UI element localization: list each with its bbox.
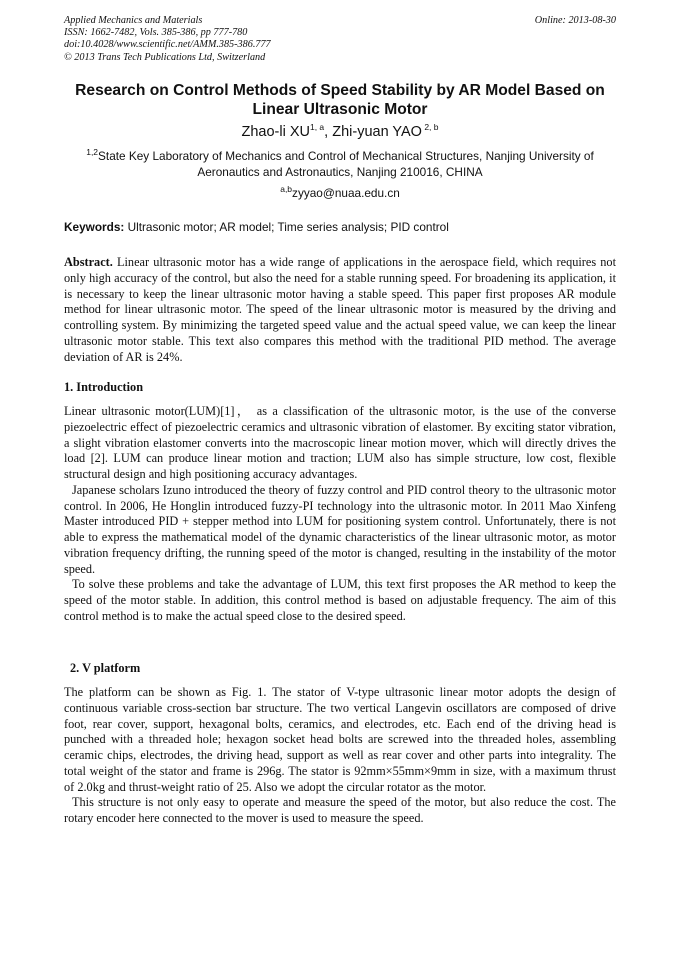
section-1-heading: 1. Introduction: [64, 380, 144, 394]
section-2-heading: 2. V platform: [70, 661, 141, 675]
author-1-name: Zhao-li XU: [241, 124, 310, 140]
email-address[interactable]: zyyao@nuaa.edu.cn: [292, 186, 400, 200]
email-line: [64, 186, 616, 201]
affiliation-mark: 1,2: [86, 147, 99, 158]
author-2-name: Zhi-yuan YAO: [332, 124, 422, 140]
author-separator: ,: [324, 124, 333, 140]
section-2-body: [64, 685, 616, 827]
abstract: [64, 255, 616, 365]
paragraph: Linear ultrasonic motor(LUM)[1]， as a classification of the ultrasonic motor, is the use of the converse piezoelectric effect of piezoelectric ceramics and ultrasonic vibration of elastomer. By exciting stator vibration, a slight vibration elastomer converts into the macroscopic linear motion mover, which will directly drives the load [2]. LUM can produce linear motion and traction; LUM also has simple structure, low cost, flexible structural design and high positioning accuracy advantages.: [64, 404, 616, 481]
email-mark: a,b: [280, 184, 293, 195]
affiliation: [64, 149, 616, 180]
author-2-affil-mark: 2, b: [421, 122, 439, 133]
keywords-label: Keywords:: [64, 220, 125, 234]
issn-line: ISSN: 1662-7482, Vols. 385-386, pp 777-780: [64, 27, 248, 39]
paragraph: The platform can be shown as Fig. 1. The stator of V-type ultrasonic linear motor adopts the design of continuous variable cross-section bar structure. The two vertical Langevin oscillators are composed of drive foot, rear cover, support, hexagonal bolts, ceramics, and electrodes, etc. Each end of the driving head is punched with a threaded hole; hexagon socket head bolts are screwed into the threaded holes, assembling ceramic chips, electrodes, the driving head, support as well as rear cover and other parts into integrality. The total weight of the stator and frame is 296g. The stator is 92mm×55mm×9mm in size, with a maximum thrust of 2.0kg and thrust-weight ratio of 25. Also we adopt the circular rotator as the motor.: [64, 685, 616, 794]
doi-line: doi:10.4028/www.scientific.net/AMM.385-386.777: [64, 39, 271, 51]
abstract-label: Abstract.: [64, 255, 113, 269]
keywords: [64, 220, 616, 235]
author-line: [64, 123, 616, 141]
paper-title: Research on Control Methods of Speed Stability by AR Model Based on Linear Ultrasonic Motor: [75, 82, 605, 118]
journal-name: Applied Mechanics and Materials: [64, 15, 203, 26]
journal-header: [64, 15, 616, 64]
section-1-body: [64, 404, 616, 625]
online-date: Online: 2013-08-30: [534, 15, 616, 26]
paragraph: Japanese scholars Izuno introduced the theory of fuzzy control and PID control theory to the ultrasonic motor control. In 2006, He Honglin introduced fuzzy-PI technology into the ultrasonic motor. In 2011 Mao Xinfeng Master introduced PID + stepper method into LUM for positioning system control. Unfortunately, there is not able to express the mathematical model of the dynamic characteristics of the linear ultrasonic motor, as motor vibration frequency drifting, the running speed of the motor is changed, resulting in the instability of the motor speed.: [64, 482, 616, 576]
keywords-text: Ultrasonic motor; AR model; Time series analysis; PID control: [124, 220, 449, 234]
author-1-affil-mark: 1, a: [309, 122, 325, 133]
paragraph: To solve these problems and take the advantage of LUM, this text first proposes the AR method to keep the speed of the motor stable. In addition, this control method is based on adjustable frequency. The aim of this control method is to make the actual speed close to the desired speed.: [64, 577, 616, 623]
paragraph: This structure is not only easy to operate and measure the speed of the motor, but also reduce the cost. The rotary encoder here connected to the mover is used to measure the speed.: [64, 795, 616, 825]
affiliation-text: State Key Laboratory of Mechanics and Control of Mechanical Structures, Nanjing University of Aeronautics and Astronautics, Nanjing 210016, CHINA: [98, 149, 594, 179]
abstract-text: Linear ultrasonic motor has a wide range of applications in the aerospace field, which requires not only high accuracy of the control, but also the need for a stable running speed. For broadening its application, it is necessary to keep the linear ultrasonic motor having a stable speed. This paper first proposes AR module method for linear ultrasonic motor. The speed of the linear ultrasonic motor is measured by the driving and controlling system. By minimizing the targeted speed value and the actual speed value, we can keep the linear ultrasonic motor stable. This text also compares this method with the traditional PID method. The average deviation of AR is 24%.: [64, 255, 616, 364]
copyright-line: © 2013 Trans Tech Publications Ltd, Switzerland: [64, 51, 266, 63]
